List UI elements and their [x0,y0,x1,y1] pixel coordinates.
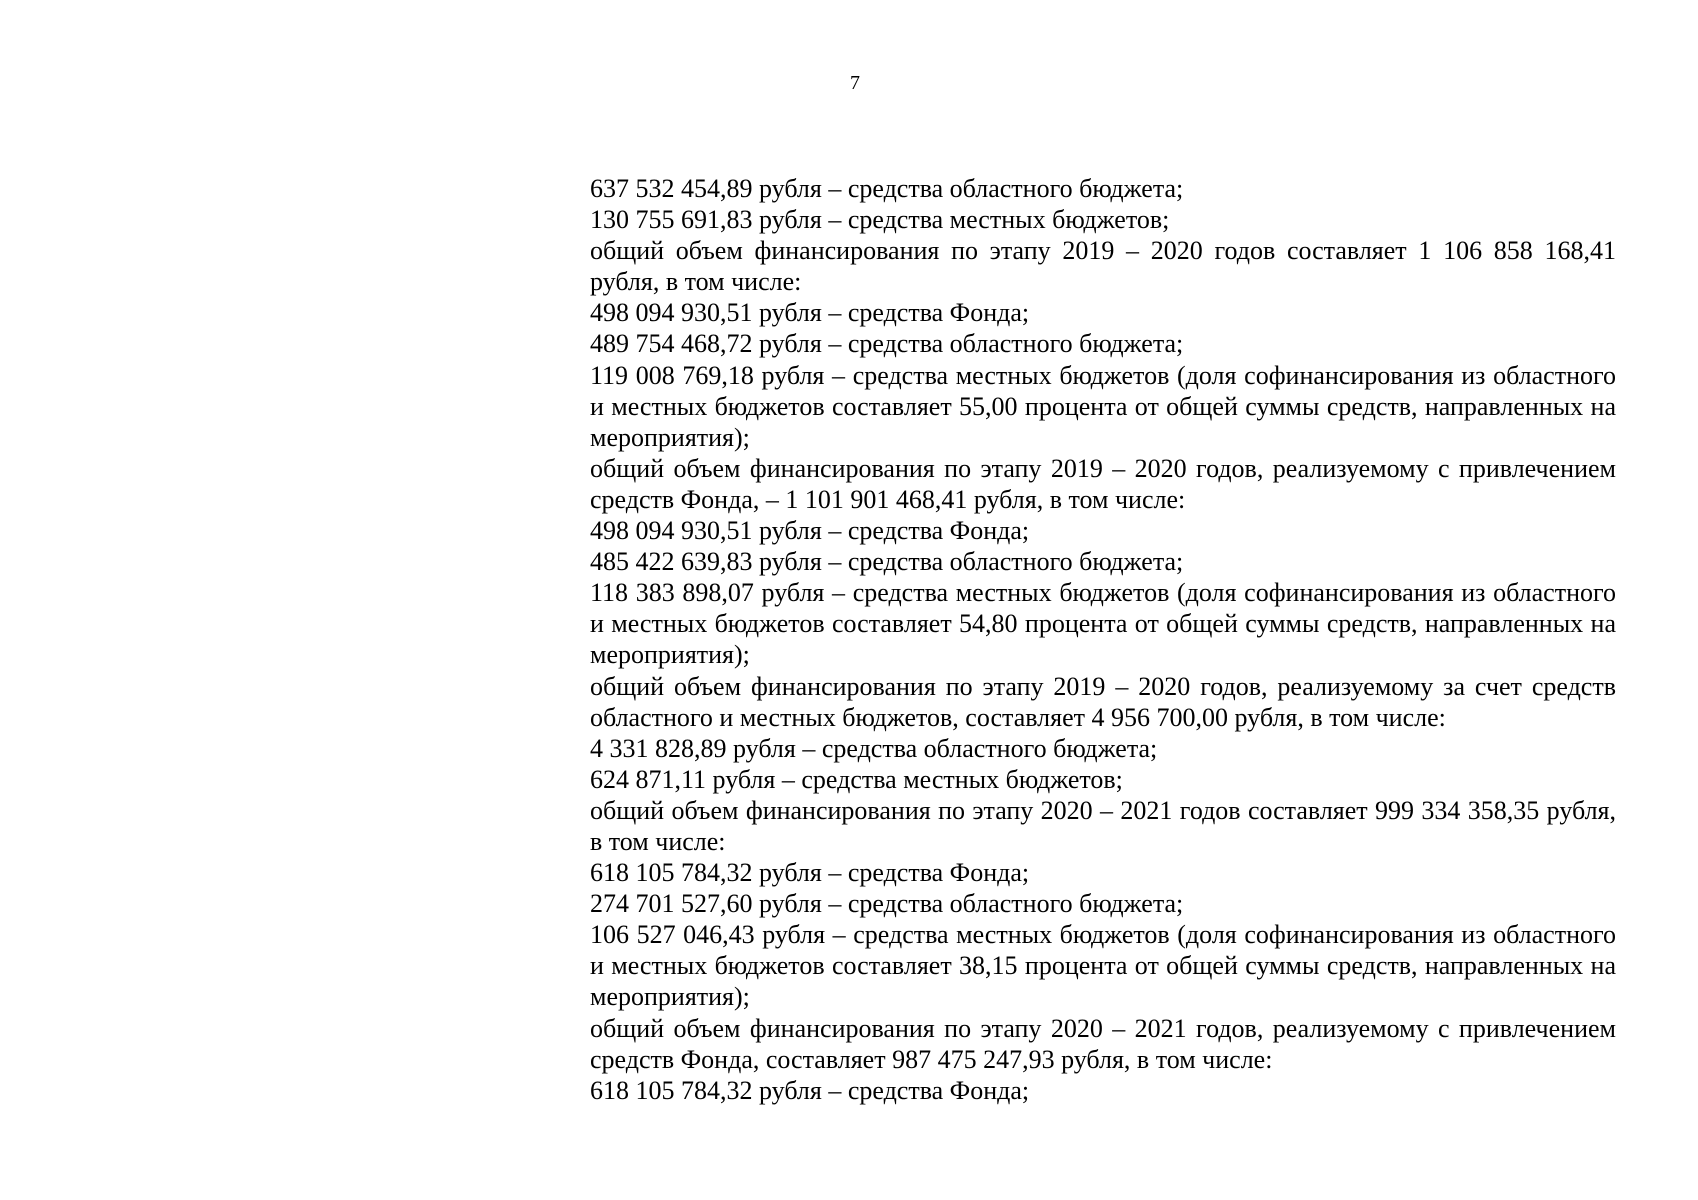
paragraph-fund-1: 498 094 930,51 рубля – средства Фонда; [590,298,1030,328]
paragraph-regional-budget-5: 274 701 527,60 рубля – средства областного бюджета; [590,889,1184,919]
paragraph-fund-4: 618 105 784,32 рубля – средства Фонда; [590,1075,1030,1105]
paragraph-total-2019-2020: общий объем финансирования по этапу 2019 – 2020 годов составляет 1 106 858 168,41 рубля, в том числе: [590,236,1616,297]
page-number: 7 [850,72,860,94]
paragraph-total-2019-2020-own: общий объем финансирования по этапу 2019 – 2020 годов, реализуемому за счет средств областного и местных бюджетов, составляет 4 956 700,00 рубля, в том числе: [590,671,1616,732]
paragraph-local-budgets-2: 119 008 769,18 рубля – средства местных бюджетов (доля софинансирования из областного и местных бюджетов составляет 55,00 процента от общей суммы средств, направленных на мероприятия); [590,360,1616,452]
paragraph-local-budgets-5: 106 527 046,43 рубля – средства местных бюджетов (доля софинансирования из областного и местных бюджетов составляет 38,15 процента от общей суммы средств, направленных на мероприятия); [590,920,1616,1012]
paragraph-fund-2: 498 094 930,51 рубля – средства Фонда; [590,516,1030,546]
paragraph-fund-3: 618 105 784,32 рубля – средства Фонда; [590,858,1030,888]
paragraph-regional-budget-1: 637 532 454,89 рубля – средства областного бюджета; [590,174,1184,203]
paragraph-total-2020-2021: общий объем финансирования по этапу 2020 – 2021 годов составляет 999 334 358,35 рубля, в том числе: [590,795,1616,856]
paragraph-local-budgets-1: 130 755 691,83 рубля – средства местных бюджетов; [590,205,1170,235]
document-body [590,173,1616,1106]
paragraph-regional-budget-2: 489 754 468,72 рубля – средства областного бюджета; [590,329,1184,359]
paragraph-total-2019-2020-fund: общий объем финансирования по этапу 2019 – 2020 годов, реализуемому с привлечением средств Фонда, – 1 101 901 468,41 рубля, в том числе: [590,453,1616,514]
paragraph-regional-budget-4: 4 331 828,89 рубля – средства областного бюджета; [590,733,1158,763]
paragraph-local-budgets-4: 624 871,11 рубля – средства местных бюджетов; [590,764,1123,794]
paragraph-local-budgets-3: 118 383 898,07 рубля – средства местных бюджетов (доля софинансирования из областного и местных бюджетов составляет 54,80 процента от общей суммы средств, направленных на мероприятия); [590,578,1616,670]
paragraph-total-2020-2021-fund: общий объем финансирования по этапу 2020 – 2021 годов, реализуемому с привлечением средств Фонда, составляет 987 475 247,93 рубля, в том числе: [590,1013,1616,1074]
paragraph-regional-budget-3: 485 422 639,83 рубля – средства областного бюджета; [590,547,1184,577]
